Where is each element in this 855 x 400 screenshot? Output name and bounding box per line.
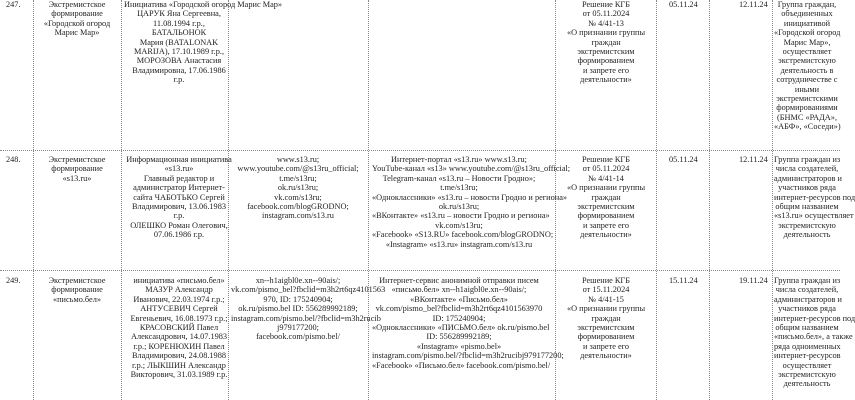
sources-cell: Интернет-сервис анонимной отправки писем «письмо.бел» xn--h1aigbl0e.xn--90ais/; «ВКонтакте» «Письмо.бел» vk.com/pismo_bel?fbclid=m3h2rt6qz4101563970 ID: 175240904; «Одноклассники» «ПИСЬМО.бел» ok.ru/pismo.bel ID: 556289992189; «Instagram» «pismo.bel» instagram.com/pismo.bel/?fbclid=m3h2rucibj979177200; «Facebook» «Письмо.бел» facebook.com/pismo.bel/ bbox=[372, 276, 564, 370]
description-cell: Группа граждан из числа создателей, администраторов и участников ряда интернет-ресурсов под общим названием «письмо.бел», а также ряда одноименных интернет-ресурсов осуществляет экстремистскую деятельность bbox=[774, 276, 855, 389]
date-to: 19.11.24 bbox=[739, 276, 768, 285]
date-to: 12.11.24 bbox=[739, 155, 768, 164]
row-divider bbox=[0, 150, 840, 151]
table-row bbox=[0, 0, 840, 150]
date-from: 15.11.24 bbox=[669, 276, 698, 285]
description-cell: Группа граждан из числа создателей, администраторов и участников ряда интернет-ресурсов под общим названием «s13.ru» осуществляет экстремистскую деятельность bbox=[774, 155, 855, 240]
web-resources-cell: xn--h1aigbl0e.xn--90ais/; vk.com/pismo_bel?fbclid=m3h2rt6qz4101563 970, ID: 175240904; ok.ru/pismo.bel ID: 556289992189; instagram.com/pismo.bel/?fbclid=m3h2rucib j979177200; facebook.com/pismo.bel/ bbox=[231, 276, 386, 342]
formation-name: Экстремистское формирование «s13.ru» bbox=[48, 155, 106, 183]
formation-name: Экстремистское формирование «Городской огород Марис Мар» bbox=[43, 0, 111, 38]
date-to: 12.11.24 bbox=[739, 0, 768, 9]
description-cell: Группа граждан, объединенных инициативой «Городской огород Марис Мар», осуществляет экстремистскую деятельность в сотрудничестве с иными экстремистскими формированиями (БНМС «РАДА», «АБФ», «Соседи») bbox=[774, 0, 841, 132]
date-from: 05.11.24 bbox=[669, 0, 698, 9]
web-resources-cell: www.s13.ru; www.youtube.com/@s13ru_official; t.me/s13ru; ok.ru/s13ru; vk.com/s13ru; facebook.com/blogGRODNO; instagram.com/s13.ru bbox=[237, 155, 359, 221]
row-divider bbox=[0, 270, 840, 271]
decision-cell: Решение КГБ от 15.11.2024 № 4/41-15 «О признании группы граждан экстремистским формированием и запрете его деятельности» bbox=[566, 276, 646, 361]
row-number: 248. bbox=[6, 155, 21, 164]
decision-cell: Решение КГБ от 05.11.2024 № 4/41-14 «О признании группы граждан экстремистским формированием и запрете его деятельности» bbox=[566, 155, 646, 240]
row-number: 247. bbox=[6, 0, 21, 9]
decision-cell: Решение КГБ от 05.11.2024 № 4/41-13 «О признании группы граждан экстремистским формированием и запрете его деятельности» bbox=[566, 0, 646, 85]
persons-cell: Информационная инициатива «s13.ru» Главный редактор и администратор Интернет- сайта ЧАБОТЬКО Сергей Владимирович, 13.06.1983 г.р. ОЛЕШКО Роман Олегович, 07.06.1986 г.р. bbox=[126, 155, 232, 240]
table-row bbox=[0, 155, 855, 268]
persons-cell: Инициатива «Городской огород Марис Мар» ЦАРУК Яна Сергеевна, 11.08.1994 г.р., БАТАЛЬОНОК Мария (BATALONAK MARIJA), 17.10.1989 г.р., МОРОЗОВА Анастасия Владимировна, 17.06.1986 г.р. bbox=[124, 0, 283, 85]
persons-cell: инициатива «письмо.бел» МАЗУР Александр Иванович, 22.03.1974 г.р.; АНТУСЕВИЧ Сергей Евгеньевич, 16.08.1973 г.р.; КРАСОВСКИЙ Павел Александрович, 14.07.1983 г.р.; КОРЕНЮХИН Павел Владимирович, 24.08.1988 г.р.; ЛЫКШИН Александр Викторович, 31.03.1989 г.р. bbox=[130, 276, 228, 380]
formation-name: Экстремистское формирование «письмо.бел» bbox=[48, 276, 106, 304]
sources-cell: Интернет-портал «s13.ru» www.s13.ru; YouTube-канал «s13» www.youtube.com/@s13ru_official; Telegram-канал «s13.ru – Новости Гродно»; t.me/s13ru; «Одноклассники» «s13.ru – новости Гродно и региона» ok.ru/s13ru; «ВКонтакте» «s13.ru – новости Гродно и региона» vk.com/s13ru; «Facebook» «S13.RU» facebook.com/blogGRODNO; «Instagram» «s13.ru» instagram.com/s13.ru bbox=[372, 155, 571, 249]
table-row bbox=[0, 276, 855, 400]
row-number: 249. bbox=[6, 276, 21, 285]
date-from: 05.11.24 bbox=[669, 155, 698, 164]
